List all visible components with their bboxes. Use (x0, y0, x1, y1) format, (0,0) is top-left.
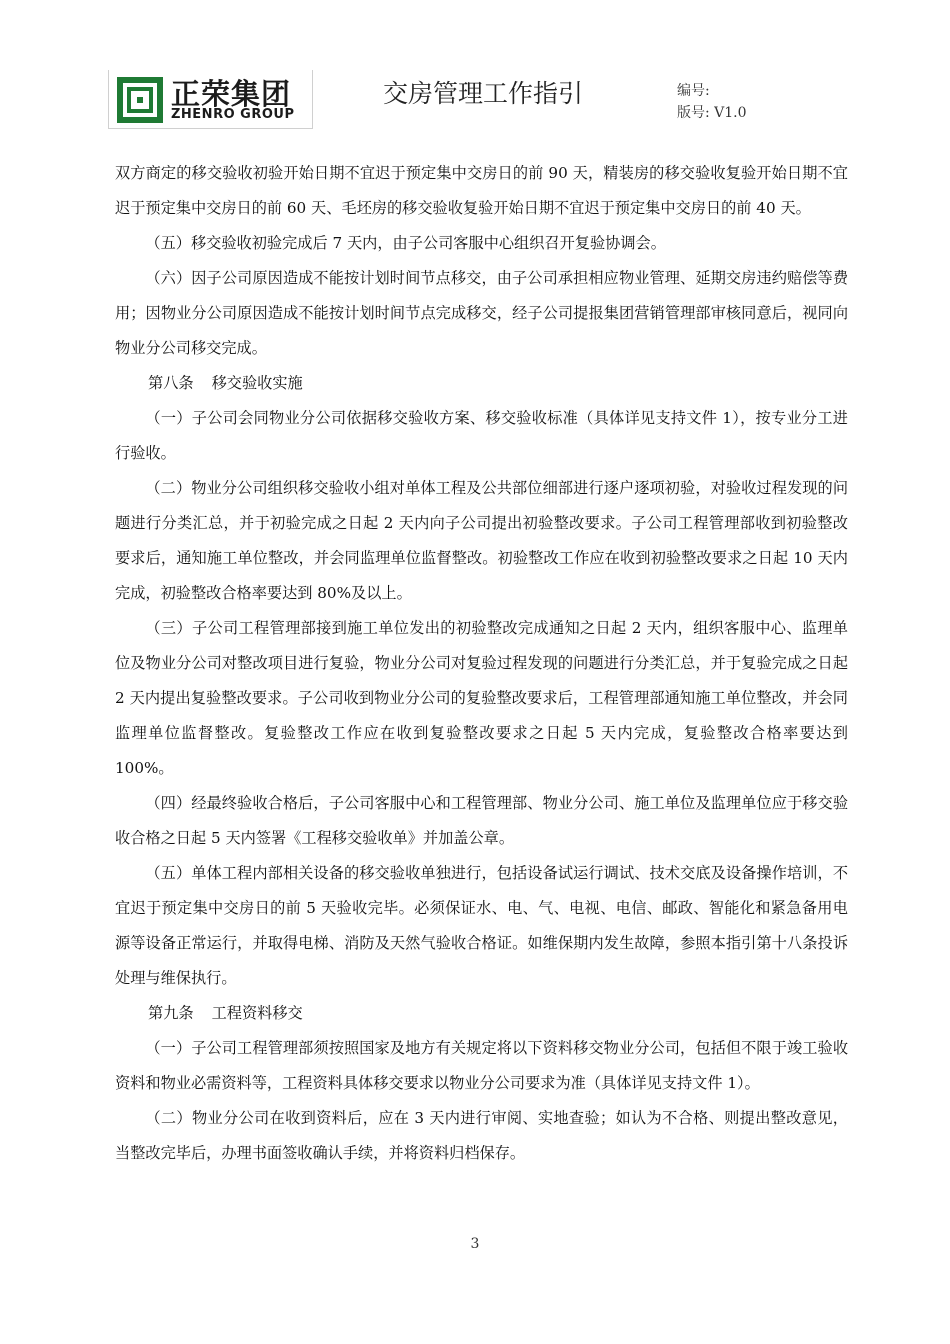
company-logo (108, 70, 313, 129)
paragraph: （一）子公司工程管理部须按照国家及地方有关规定将以下资料移交物业分公司，包括但不限于竣工验收资料和物业必需资料等，工程资料具体移交要求以物业分公司要求为准（具体详见支持文件 1）。 (115, 1039, 848, 1092)
zhenro-logo-icon (117, 77, 163, 123)
paragraph: （四）经最终验收合格后，子公司客服中心和工程管理部、物业分公司、施工单位及监理单位应于移交验收合格之日起 5 天内签署《工程移交验收单》并加盖公章。 (115, 794, 848, 847)
document-meta (677, 80, 747, 124)
page-number: 3 (470, 1236, 480, 1252)
article-title: 移交验收实施 (211, 374, 303, 392)
paragraph: （一）子公司会同物业分公司依据移交验收方案、移交验收标准（具体详见支持文件 1），按专业分工进行验收。 (115, 409, 848, 462)
paragraph: （五）单体工程内部相关设备的移交验收单独进行，包括设备试运行调试、技术交底及设备操作培训，不宜迟于预定集中交房日的前 5 天验收完毕。必须保证水、电、气、电视、电信、邮政、智能化和紧急备用电源等设备正常运行，并取得电梯、消防及天然气验收合格证。如维保期内发生故障，参照本指引第十八条投诉处理与维保执行。 (115, 864, 848, 987)
paragraph: （二）物业分公司在收到资料后，应在 3 天内进行审阅、实地查验；如认为不合格、则提出整改意见，当整改完毕后，办理书面签收确认手续，并将资料归档保存。 (115, 1109, 848, 1162)
paragraph: （二）物业分公司组织移交验收小组对单体工程及公共部位细部进行逐户逐项初验，对验收过程发现的问题进行分类汇总，并于初验完成之日起 2 天内向子公司提出初验整改要求。子公司工程管理部收到初验整改要求后，通知施工单位整改，并会同监理单位监督整改。初验整改工作应在收到初验整改要求之日起 10 天内完成，初验整改合格率要达到 80%及以上。 (115, 479, 848, 602)
article-heading-9 (115, 996, 848, 1031)
page-header (0, 0, 950, 140)
article-heading-8 (115, 366, 848, 401)
document-body (115, 156, 848, 1171)
document-code-label: 编号: (677, 83, 710, 99)
article-title: 工程资料移交 (211, 1004, 303, 1022)
paragraph: （五）移交验收初验完成后 7 天内，由子公司客服中心组织召开复验协调会。 (145, 234, 666, 252)
article-number: 第九条 (148, 1004, 194, 1022)
logo-english-text: ZHENRO GROUP (171, 107, 295, 122)
paragraph: （六）因子公司原因造成不能按计划时间节点移交，由子公司承担相应物业管理、延期交房违约赔偿等费用；因物业分公司原因造成不能按计划时间节点完成移交，经子公司提报集团营销管理部审核同意后，视同向物业分公司移交完成。 (115, 269, 848, 357)
document-version: 版号: V1.0 (677, 105, 747, 121)
paragraph: （三）子公司工程管理部接到施工单位发出的初验整改完成通知之日起 2 天内，组织客服中心、监理单位及物业分公司对整改项目进行复验，物业分公司对复验过程发现的问题进行分类汇总，并于复验完成之日起 2 天内提出复验整改要求。子公司收到物业分公司的复验整改要求后，工程管理部通知施工单位整改，并会同监理单位监督整改。复验整改工作应在收到复验整改要求之日起 5 天内完成，复验整改合格率要达到 100%。 (115, 619, 848, 777)
document-title: 交房管理工作指引 (383, 79, 584, 108)
paragraph: 双方商定的移交验收初验开始日期不宜迟于预定集中交房日的前 90 天，精装房的移交验收复验开始日期不宜迟于预定集中交房日的前 60 天、毛坯房的移交验收复验开始日期不宜迟于预定集中交房日的前 40 天。 (115, 164, 848, 217)
article-number: 第八条 (148, 374, 194, 392)
logo-chinese-text: 正荣集团 (171, 77, 292, 111)
